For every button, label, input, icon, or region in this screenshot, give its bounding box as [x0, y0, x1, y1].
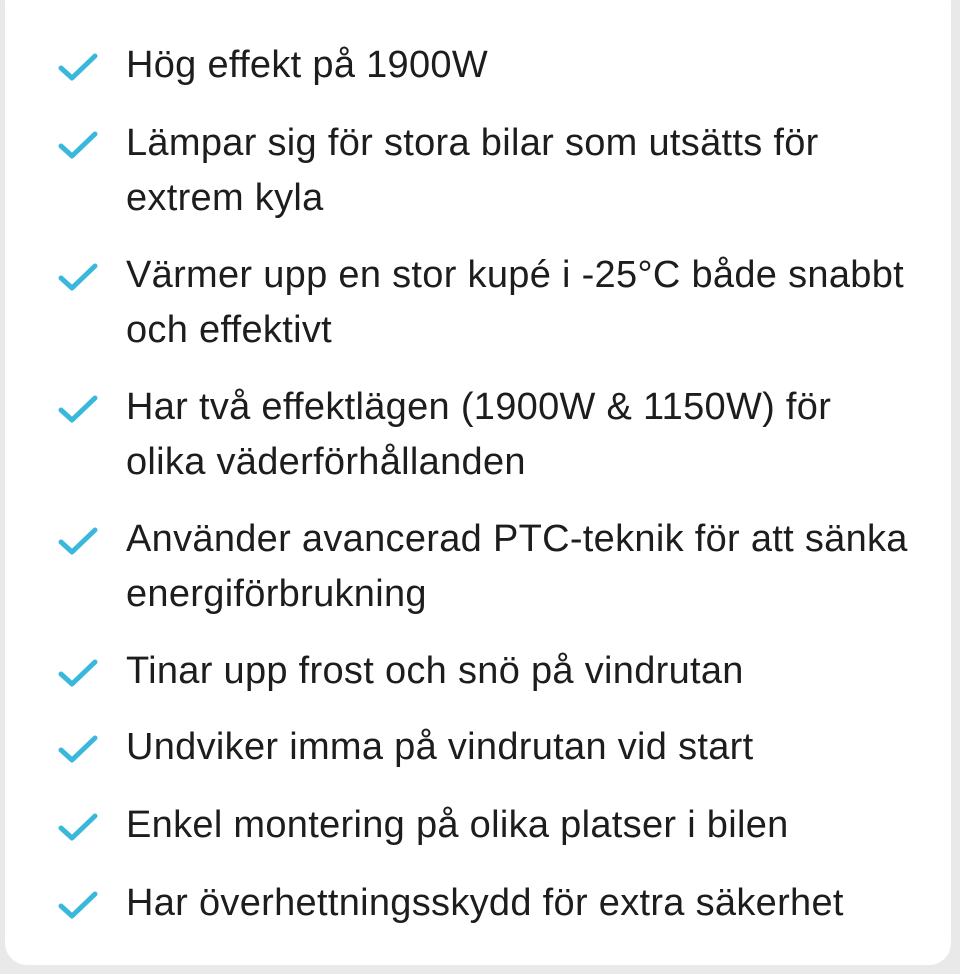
feature-text: Lämpar sig för stora bilar som utsätts för extrem kyla — [126, 122, 819, 219]
checkmark-icon — [55, 128, 101, 164]
checkmark-icon — [55, 50, 101, 86]
feature-text: Undviker imma på vindrutan vid start — [126, 726, 754, 768]
checkmark-icon — [55, 260, 101, 296]
feature-text: Har överhettningsskydd för extra säkerhet — [126, 882, 844, 924]
feature-text: Tinar upp frost och snö på vindrutan — [126, 650, 744, 692]
checkmark-icon — [55, 888, 101, 924]
checkmark-icon — [55, 524, 101, 560]
feature-text: Enkel montering på olika platser i bilen — [126, 804, 789, 846]
feature-text: Använder avancerad PTC-teknik för att sänka energiförbrukning — [126, 518, 908, 615]
feature-text: Värmer upp en stor kupé i -25°C både snabbt och effektivt — [126, 254, 904, 351]
checkmark-icon — [55, 732, 101, 768]
feature-card — [5, 0, 951, 965]
feature-text: Har två effektlägen (1900W & 1150W) för olika väderförhållanden — [126, 386, 832, 483]
checkmark-icon — [55, 810, 101, 846]
checkmark-icon — [55, 392, 101, 428]
checkmark-icon — [55, 656, 101, 692]
feature-text: Hög effekt på 1900W — [126, 44, 489, 86]
